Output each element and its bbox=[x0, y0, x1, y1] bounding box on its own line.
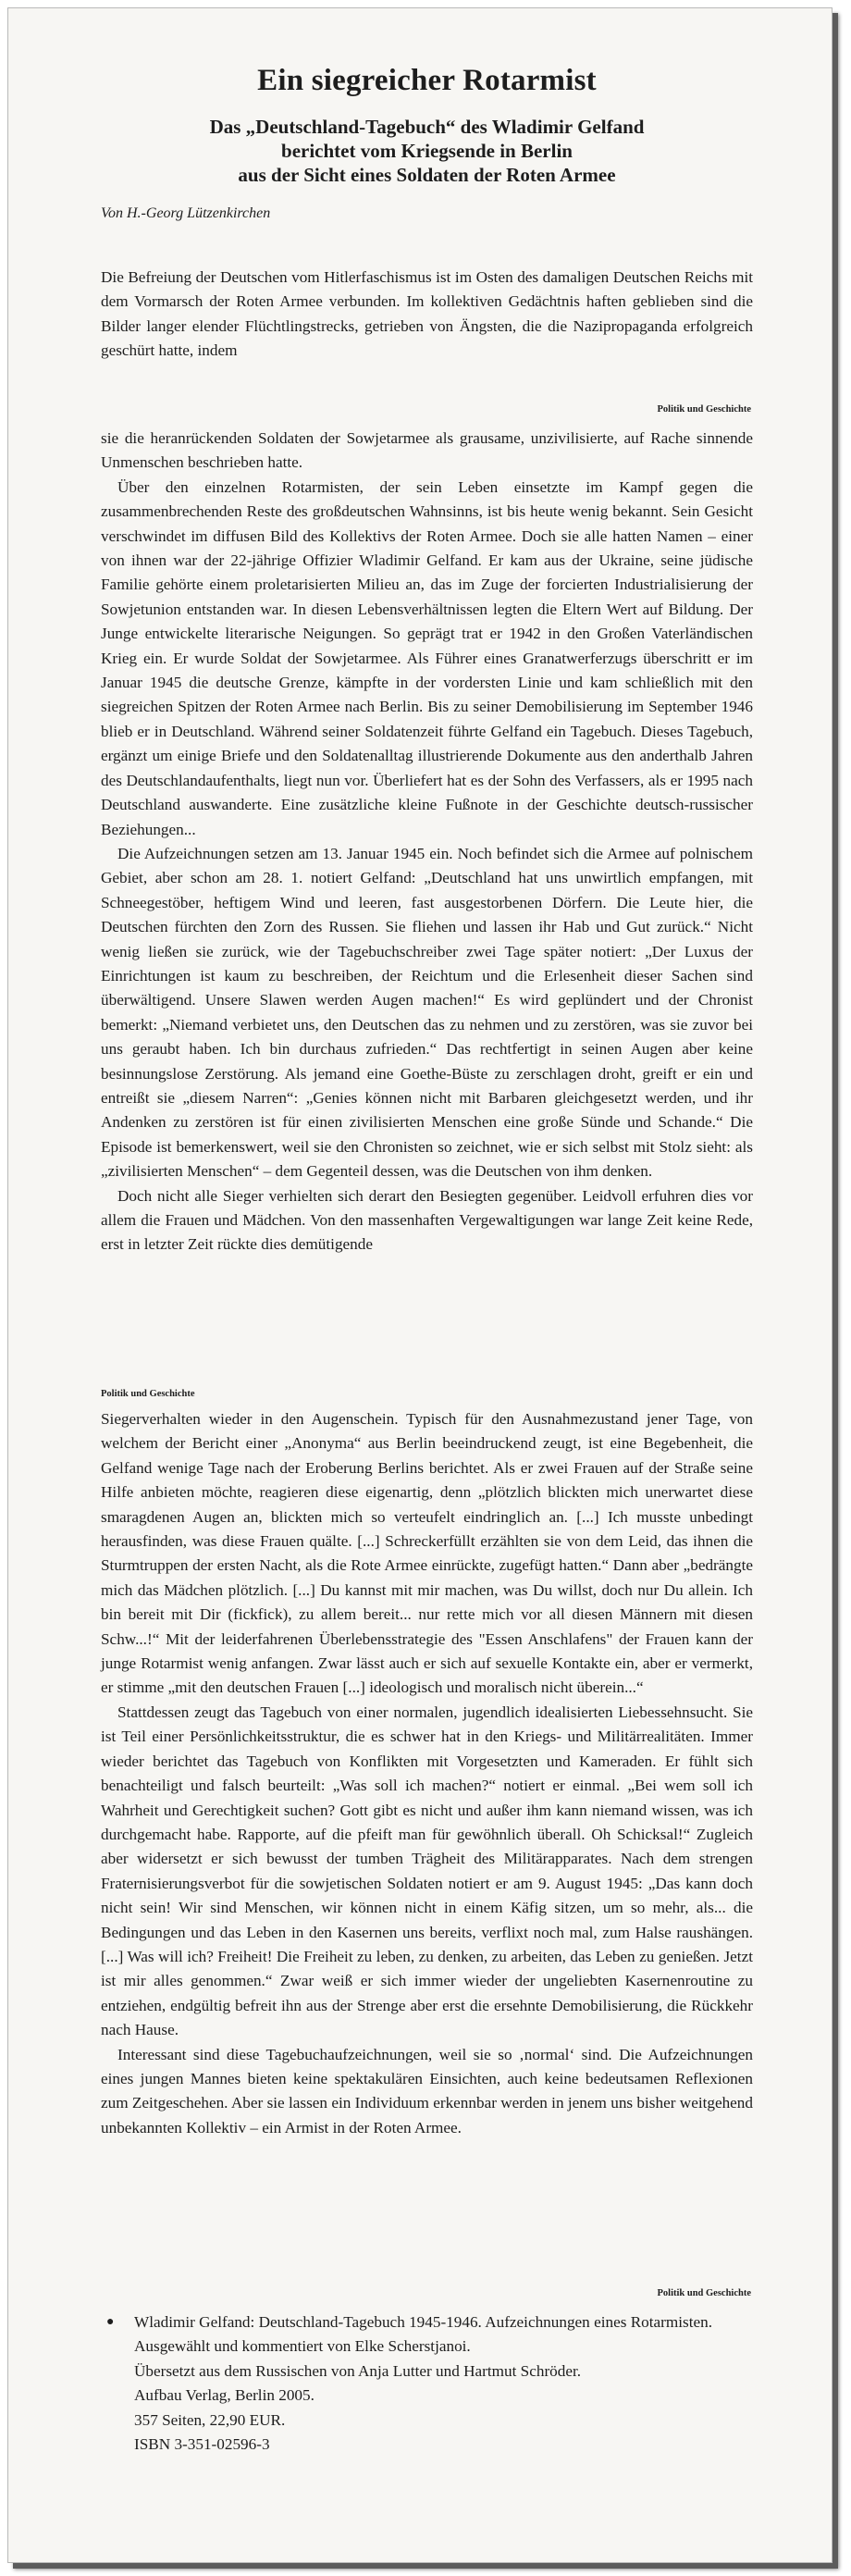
section-label: Politik und Geschichte bbox=[657, 2288, 751, 2298]
paragraph: Interessant sind diese Tagebuchaufzeichnungen, weil sie so ‚normal‘ sind. Die Aufzeichnungen eines jungen Mannes bieten keine spektakulären Einsichten, auch keine bedeutsamen Reflexionen zum Zeitgeschehen. Aber sie lassen ein Individuum erkennbar werden in jenem uns bisher weitgehend unbekannten Kollektiv – ein Armist in der Roten Armee. bbox=[101, 2045, 753, 2136]
section-label: Politik und Geschichte bbox=[657, 404, 751, 415]
document-page bbox=[7, 7, 832, 2563]
article-subtitle bbox=[101, 115, 753, 187]
subtitle-line: Das „Deutschland-Tagebuch“ des Wladimir Gelfand bbox=[209, 116, 645, 138]
subtitle-line: aus der Sicht eines Soldaten der Roten Armee bbox=[238, 164, 616, 186]
bibliography-line: Übersetzt aus dem Russischen von Anja Lutter und Hartmut Schröder. bbox=[134, 2361, 582, 2380]
bibliography-line: 357 Seiten, 22,90 EUR. bbox=[134, 2410, 286, 2429]
bibliography-line: Aufbau Verlag, Berlin 2005. bbox=[134, 2386, 314, 2405]
section-label: Politik und Geschichte bbox=[101, 1389, 195, 1399]
bullet-icon: ● bbox=[106, 2315, 115, 2329]
subtitle-line: berichtet vom Kriegsende in Berlin bbox=[281, 140, 573, 162]
paragraph: Stattdessen zeugt das Tagebuch von einer normalen, jugendlich idealisierten Liebessehnsucht. Sie ist Teil einer Persönlichkeitsstruktur, die es schwer hat in den Kriegs- und Militärrealitäten. Immer wieder berichtet das Tagebuch von Konflikten mit Vorgesetzten und Kameraden. Er fühlt sich benachteiligt und falsch beurteilt: „Was soll ich machen?“ notiert er einmal. „Bei wem soll ich Wahrheit und Gerechtigkeit suchen? Gott gibt es nicht und außer ihm kann niemand wissen, was ich durchgemacht habe. Rapporte, auf die pfeift man für gewöhnlich überall. Oh Schicksal!“ Zugleich aber widersetzt er sich bewusst der tumben Trägheit des Militärapparates. Nach dem strengen Fraternisierungsverbot für die sowjetischen Soldaten notiert er am 9. August 1945: „Das kann doch nicht sein! Wir sind Menschen, wir können nicht in einem Käfig sitzen, um so mehr, als... die Bedingungen und das Leben in den Kasernen uns bereits, verflixt noch mal, zum Halse raushängen. [...] Was will ich? Freiheit! Die Freiheit zu leben, zu denken, zu arbeiten, das Leben zu genießen. Jetzt ist mir alles genommen.“ Zwar weiß er sich immer wieder der ungeliebten Kasernenroutine zu entziehen, endgültig befreit ihn aus der Strenge aber erst die ersehnte Demobilisierung, die Rückkehr nach Hause. bbox=[101, 1703, 753, 2039]
author-byline: Von H.-Georg Lützenkirchen bbox=[101, 205, 271, 221]
paragraph: Über den einzelnen Rotarmisten, der sein Leben einsetzte im Kampf gegen die zusammenbrechenden Reste des großdeutschen Wahnsinns, ist bis heute wenig bekannt. Sein Gesicht verschwindet im diffusen Bild des Kollektivs der Roten Armee. Doch sie alle hatten Namen – einer von ihnen war der 22-jährige Offizier Wladimir Gelfand. Er kam aus der Ukraine, seine jüdische Familie gehörte einem proletarisierten Milieu an, das im Zuge der forcierten Industrialisierung der Sowjetunion entstanden war. In diesen Lebensverhältnissen legten die Eltern Wert auf Bildung. Der Junge entwickelte literarische Neigungen. So geprägt trat er 1942 in den Großen Vaterländischen Krieg ein. Er wurde Soldat der Sowjetarmee. Als Führer eines Granatwerferzugs überschritt er im Januar 1945 die deutsche Grenze, kämpfte in der vordersten Linie und kam schließlich mit den siegreichen Spitzen der Roten Armee nach Berlin. Bis zu seiner Demobilisierung im September 1946 blieb er in Deutschland. Während seiner Soldatenzeit führte Gelfand ein Tagebuch. Dieses Tagebuch, ergänzt um einige Briefe und den Soldatenalltag illustrierende Dokumente aus den anderthalb Jahren des Deutschlandaufenthalts, liegt nun vor. Überliefert hat es der Sohn des Verfassers, als er 1995 nach Deutschland auswanderte. Eine zusätzliche kleine Fußnote in der Geschichte deutsch-russischer Beziehungen... bbox=[101, 477, 753, 838]
paragraph: Die Aufzeichnungen setzen am 13. Januar 1945 ein. Noch befindet sich die Armee auf polnischem Gebiet, aber schon am 28. 1. notiert Gelfand: „Deutschland hat uns unwirtlich empfangen, mit Schneegestöber, heftigem Wind und leeren, fast ausgestorbenen Dörfern. Die Leute hier, die Deutschen fürchten den Zorn des Russen. Sie fliehen und lassen ihr Hab und Gut zurück.“ Nicht wenig ließen sie zurück, wie der Tagebuchschreiber zwei Tage später notiert: „Der Luxus der Einrichtungen ist kaum zu beschreiben, der Reichtum und die Erlesenheit dieser Sachen sind überwältigend. Unsere Slawen werden Augen machen!“ Es wird geplündert und der Chronist bemerkt: „Niemand verbietet uns, den Deutschen das zu nehmen und zu zerstören, was sie zuvor bei uns geraubt haben. Ich bin durchaus zufrieden.“ Das rechtfertigt in seinen Augen aber keine besinnungslose Zerstörung. Als jemand eine Goethe-Büste zu zerschlagen droht, greift er ein und entreißt sie „diesem Narren“: „Genies können nicht mit Barbaren gleichgesetzt werden, und ihr Andenken zu zerstören ist für einen zivilisierten Menschen eine große Sünde und Schande.“ Die Episode ist bemerkenswert, weil sie den Chronisten so zeichnet, wie er sich selbst mit Stolz sieht: als „zivilisierten Menschen“ – dem Gegenteil dessen, was die Deutschen von ihm denken. bbox=[101, 844, 753, 1181]
text-segment-3 bbox=[101, 1407, 753, 2140]
paragraph: Doch nicht alle Sieger verhielten sich derart den Besiegten gegenüber. Leidvoll erfuhren dies vor allem die Frauen und Mädchen. Von den massenhaften Vergewaltigungen war lange Zeit keine Rede, erst in letzter Zeit rückte dies demütigende bbox=[101, 1186, 753, 1254]
text-segment-1 bbox=[101, 266, 753, 364]
paragraph: Siegerverhalten wieder in den Augenschein. Typisch für den Ausnahmezustand jener Tage, von welchem der Bericht einer „Anonyma“ aus Berlin beeindruckend zeugt, ist eine Begebenheit, die Gelfand wenige Tage nach der Eroberung Berlins berichtet. Als er zwei Frauen auf der Straße seine Hilfe anbieten möchte, reagieren diese eigenartig, denn „plötzlich blickten mich unerwartet diese smaragdenen Augen an, blickten mich so verteufelt eindringlich an. [...] Ich musste unbedingt herausfinden, was diese Frauen quälte. [...] Schreckerfüllt erzählten sie von dem Leid, das ihnen die Sturmtruppen der ersten Nacht, als die Rote Armee einrückte, zugefügt hatten.“ Dann aber „bedrängte mich das Mädchen plötzlich. [...] Du kannst mit mir machen, was Du willst, doch nur Du allein. Ich bin bereit mit Dir (fickfick), zu allem bereit... nur rette mich vor all diesen Männern mit diesen Schw...!“ Mit der leiderfahrenen Überlebensstrategie des "Essen Anschlafens" der Frauen kann der junge Rotarmist wenig anfangen. Zwar lässt auch er sich auf sexuelle Kontakte ein, aber er vermerkt, er stimme „mit den deutschen Frauen [...] ideologisch und moralisch nicht überein...“ bbox=[101, 1410, 753, 1697]
paragraph: Die Befreiung der Deutschen vom Hitlerfaschismus ist im Osten des damaligen Deutschen Reichs mit dem Vormarsch der Roten Armee verbunden. Im kollektiven Gedächtnis haften geblieben sind die Bilder langer elender Flüchtlingstrecks, getrieben von Ängsten, die die Nazipropaganda erfolgreich geschürt hatte, indem bbox=[101, 268, 753, 360]
paragraph: sie die heranrückenden Soldaten der Sowjetarmee als grausame, unzivilisierte, auf Rache sinnende Unmenschen beschrieben hatte. bbox=[101, 429, 753, 472]
bibliography-entry bbox=[134, 2310, 753, 2457]
bibliography bbox=[101, 2310, 753, 2457]
text-segment-2 bbox=[101, 427, 753, 1257]
article-header bbox=[101, 64, 753, 222]
bibliography-line: Wladimir Gelfand: Deutschland-Tagebuch 1945-1946. Aufzeichnungen eines Rotarmisten. bbox=[134, 2313, 713, 2331]
bibliography-line: ISBN 3-351-02596-3 bbox=[134, 2435, 270, 2454]
article-title: Ein siegreicher Rotarmist bbox=[257, 64, 597, 97]
bibliography-line: Ausgewählt und kommentiert von Elke Scherstjanoi. bbox=[134, 2337, 471, 2356]
